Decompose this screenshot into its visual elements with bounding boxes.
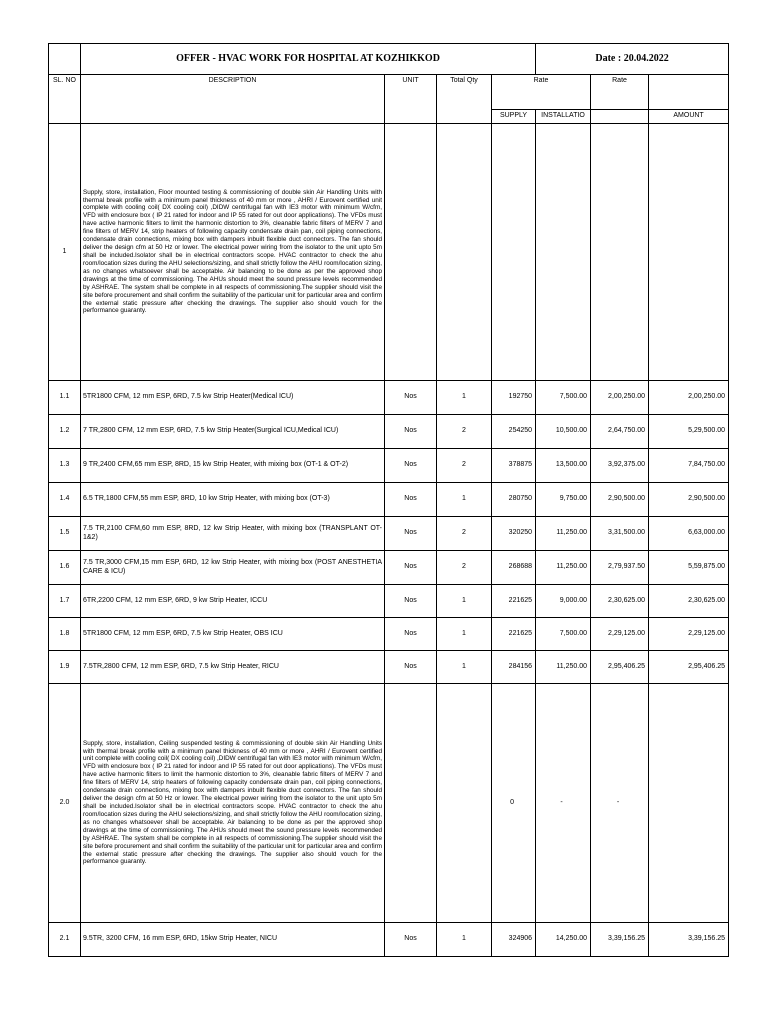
row-description: 7.5TR,2800 CFM, 12 mm ESP, 6RD, 7.5 kw Strip Heater, RICU — [81, 651, 385, 684]
document-date: Date : 20.04.2022 — [536, 44, 729, 75]
row-installation: 7,500.00 — [536, 618, 591, 651]
row-amount: 5,59,875.00 — [649, 551, 729, 585]
row-description: 9 TR,2400 CFM,65 mm ESP, 8RD, 15 kw Strip Heater, with mixing box (OT-1 & OT-2) — [81, 449, 385, 483]
row-amount — [649, 684, 729, 923]
row-qty: 1 — [437, 618, 492, 651]
row-description: 7.5 TR,2100 CFM,60 mm ESP, 8RD, 12 kw Strip Heater, with mixing box (TRANSPLANT OT-1&2) — [81, 517, 385, 551]
row-supply: 324906 — [492, 923, 536, 957]
row-amount: 2,00,250.00 — [649, 381, 729, 415]
row-amount: 3,39,156.25 — [649, 923, 729, 957]
row-qty: 1 — [437, 585, 492, 618]
row-description: 7.5 TR,3000 CFM,15 mm ESP, 6RD, 12 kw Strip Heater, with mixing box (POST ANESTHETIA CARE & ICU) — [81, 551, 385, 585]
table-row — [49, 415, 729, 449]
row-sl-no: 1.8 — [49, 618, 81, 651]
row-unit: Nos — [385, 483, 437, 517]
row-amount: 2,90,500.00 — [649, 483, 729, 517]
row-sl-no: 1.2 — [49, 415, 81, 449]
row-supply: 221625 — [492, 585, 536, 618]
header-description: DESCRIPTION — [81, 75, 385, 124]
row-supply: 268688 — [492, 551, 536, 585]
row-description: 9.5TR, 3200 CFM, 16 mm ESP, 6RD, 15kw Strip Heater, NICU — [81, 923, 385, 957]
row-qty: 2 — [437, 517, 492, 551]
row-rate: - — [591, 684, 649, 923]
row-qty — [437, 684, 492, 923]
row-sl-no: 1 — [49, 124, 81, 381]
row-unit — [385, 124, 437, 381]
row-unit: Nos — [385, 923, 437, 957]
row-sl-no: 1.7 — [49, 585, 81, 618]
row-installation: 11,250.00 — [536, 517, 591, 551]
row-sl-no: 2.0 — [49, 684, 81, 923]
row-unit: Nos — [385, 651, 437, 684]
row-description: Supply, store, installation, Ceiling suspended testing & commissioning of double skin Air Handling Units with thermal break profile with a minimum panel thickness of 40 mm or more , AHRI / Eurovent certified unit complete with cooling coil( DX cooling coil) ,DIDW centrifugal fan with IE3 motor with minimum W/cfm, VFD with enclosure box ( IP 21 rated for indoor and IP 55 rated for out door applications). The VFDs must have active harmonic filters to limit the harmonic distortion to 3%, cleanable fabric filters of MERV 7 and fine filters of MERV 14, strip heaters of following capacity condensate drain pan, coil piping connections, condensate drain connections, mixing box with dampers inbuilt flexible duct connectors. The fan should deliver the design cfm at 50 Hz or lower. The electrical power wiring from the isolator to the unit upto 5m shall be included.Isolator shall be in electrical contractors scope. HVAC contractor to check the ahu room/location sizes during the AHU selections/sizing, and shall strictly follow the AHU room/location sizing, as no changes whatsoever shall be acceptable. Air balancing to be done as per the approved shop drawings at the time of commissioning. The AHUs should meet the sound pressure levels recommended by ASHRAE. The system shall be complete in all respects of commissioning.The supplier should visit the site before procurement and shall confirm the suitability of the particular unit for particular area and confirm the external static pressure after checking the drawings. The supplier also should vouch for the performance guaranty. — [81, 684, 385, 923]
row-unit: Nos — [385, 517, 437, 551]
row-installation — [536, 124, 591, 381]
row-sl-no: 1.1 — [49, 381, 81, 415]
table-row — [49, 684, 729, 923]
header-total-qty: Total Qty — [437, 75, 492, 124]
header-sl-no: SL. NO — [49, 75, 81, 124]
row-supply: 280750 — [492, 483, 536, 517]
row-rate: 2,79,937.50 — [591, 551, 649, 585]
table-row — [49, 517, 729, 551]
row-unit: Nos — [385, 551, 437, 585]
row-qty: 1 — [437, 923, 492, 957]
row-sl-no: 2.1 — [49, 923, 81, 957]
row-qty: 2 — [437, 415, 492, 449]
table-row — [49, 651, 729, 684]
row-supply: 378875 — [492, 449, 536, 483]
row-supply: 254250 — [492, 415, 536, 449]
row-amount: 2,95,406.25 — [649, 651, 729, 684]
header-unit: UNIT — [385, 75, 437, 124]
row-rate: 3,31,500.00 — [591, 517, 649, 551]
row-unit: Nos — [385, 381, 437, 415]
header-supply: SUPPLY — [492, 110, 536, 124]
row-installation: 11,250.00 — [536, 651, 591, 684]
row-description: Supply, store, installation, Floor mounted testing & commissioning of double skin Air Handling Units with thermal break profile with a minimum panel thickness of 40 mm or more , AHRI / Eurovent certified unit complete with cooling coil( DX cooling coil) ,DIDW centrifugal fan with IE3 motor with minimum W/cfm, VFD with enclosure box ( IP 21 rated for indoor and IP 55 rated for out door applications). The VFDs must have active harmonic filters to limit the harmonic distortion to 3%, cleanable fabric filters of MERV 7 and fine filters of MERV 14, strip heaters of following capacity condensate drain pan, coil piping connections, condensate drain connections, mixing box with dampers inbuilt flexible duct connectors. The fan should deliver the design cfm at 50 Hz or lower. The electrical power wiring from the isolator to the unit upto 5m shall be included.Isolator shall be in electrical contractors scope. HVAC contractor to check the ahu room/location sizes during the AHU selections/sizing, and shall strictly follow the AHU room/location sizing, as no changes whatsoever shall be acceptable. Air balancing to be done as per the approved shop drawings at the time of commissioning. The AHUs should meet the sound pressure levels recommended by ASHRAE. The system shall be complete in all respects of commissioning.The supplier should visit the site before procurement and shall confirm the suitability of the particular unit for particular area and confirm the external static pressure after checking the drawings. The supplier also should vouch for the performance guaranty. — [81, 124, 385, 381]
row-description: 7 TR,2800 CFM, 12 mm ESP, 6RD, 7.5 kw Strip Heater(Surgical ICU,Medical ICU) — [81, 415, 385, 449]
row-amount: 7,84,750.00 — [649, 449, 729, 483]
row-amount — [649, 124, 729, 381]
row-qty: 1 — [437, 483, 492, 517]
table-row — [49, 551, 729, 585]
row-rate: 2,64,750.00 — [591, 415, 649, 449]
row-installation: 7,500.00 — [536, 381, 591, 415]
row-rate: 2,29,125.00 — [591, 618, 649, 651]
table-row — [49, 124, 729, 381]
row-installation: 9,000.00 — [536, 585, 591, 618]
row-rate: 3,92,375.00 — [591, 449, 649, 483]
row-supply: 192750 — [492, 381, 536, 415]
row-sl-no: 1.9 — [49, 651, 81, 684]
row-installation: 14,250.00 — [536, 923, 591, 957]
row-amount: 2,30,625.00 — [649, 585, 729, 618]
row-installation: - — [536, 684, 591, 923]
row-amount: 6,63,000.00 — [649, 517, 729, 551]
table-row — [49, 618, 729, 651]
row-supply: 284156 — [492, 651, 536, 684]
document-title: OFFER - HVAC WORK FOR HOSPITAL AT KOZHIKKOD — [81, 44, 536, 75]
row-sl-no: 1.6 — [49, 551, 81, 585]
row-sl-no: 1.5 — [49, 517, 81, 551]
header-rate-1: Rate — [492, 75, 591, 110]
header-installation: INSTALLATIO — [536, 110, 591, 124]
title-row — [49, 44, 729, 75]
row-supply: 0 — [492, 684, 536, 923]
row-supply: 320250 — [492, 517, 536, 551]
table-row — [49, 923, 729, 957]
table-row — [49, 449, 729, 483]
header-row — [49, 75, 729, 110]
row-unit: Nos — [385, 449, 437, 483]
row-qty: 2 — [437, 449, 492, 483]
table-row — [49, 585, 729, 618]
row-installation: 13,500.00 — [536, 449, 591, 483]
row-qty: 1 — [437, 381, 492, 415]
row-sl-no: 1.3 — [49, 449, 81, 483]
row-description: 5TR1800 CFM, 12 mm ESP, 6RD, 7.5 kw Strip Heater(Medical ICU) — [81, 381, 385, 415]
row-installation: 10,500.00 — [536, 415, 591, 449]
row-qty: 2 — [437, 551, 492, 585]
row-installation: 9,750.00 — [536, 483, 591, 517]
row-amount: 2,29,125.00 — [649, 618, 729, 651]
row-qty — [437, 124, 492, 381]
offer-table — [48, 43, 729, 957]
row-unit: Nos — [385, 415, 437, 449]
row-rate: 2,95,406.25 — [591, 651, 649, 684]
row-sl-no: 1.4 — [49, 483, 81, 517]
row-amount: 5,29,500.00 — [649, 415, 729, 449]
row-qty: 1 — [437, 651, 492, 684]
row-unit — [385, 684, 437, 923]
row-unit: Nos — [385, 585, 437, 618]
row-supply: 221625 — [492, 618, 536, 651]
row-installation: 11,250.00 — [536, 551, 591, 585]
row-rate — [591, 124, 649, 381]
row-description: 5TR1800 CFM, 12 mm ESP, 6RD, 7.5 kw Strip Heater, OBS ICU — [81, 618, 385, 651]
row-rate: 2,00,250.00 — [591, 381, 649, 415]
row-description: 6.5 TR,1800 CFM,55 mm ESP, 8RD, 10 kw Strip Heater, with mixing box (OT-3) — [81, 483, 385, 517]
table-row — [49, 381, 729, 415]
table-row — [49, 483, 729, 517]
row-unit: Nos — [385, 618, 437, 651]
header-amount: AMOUNT — [649, 110, 729, 124]
row-rate: 3,39,156.25 — [591, 923, 649, 957]
row-rate: 2,30,625.00 — [591, 585, 649, 618]
row-rate: 2,90,500.00 — [591, 483, 649, 517]
row-supply — [492, 124, 536, 381]
header-rate-2: Rate — [591, 75, 649, 110]
row-description: 6TR,2200 CFM, 12 mm ESP, 6RD, 9 kw Strip Heater, ICCU — [81, 585, 385, 618]
